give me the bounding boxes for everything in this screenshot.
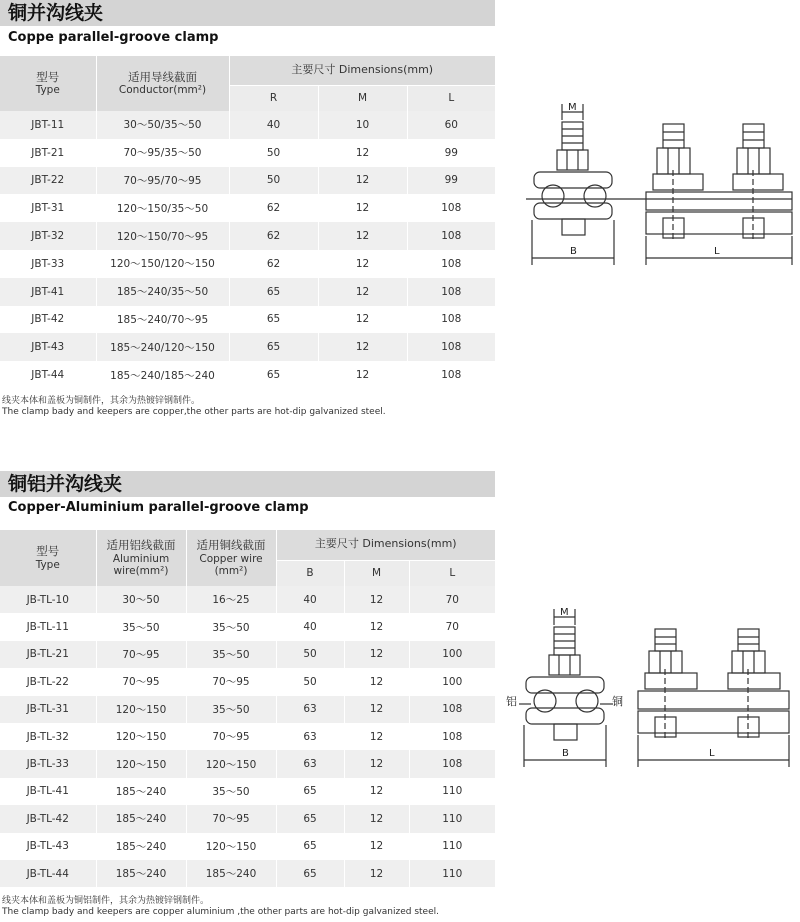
cell-m: 12	[344, 668, 409, 695]
diagram2-label-l: L	[709, 748, 715, 759]
cell-l: 70	[409, 613, 495, 640]
cell-al: 185～240	[96, 778, 186, 805]
header-aluminium: 适用铝线截面 Aluminium wire(mm²)	[96, 530, 186, 586]
cell-m: 12	[344, 641, 409, 668]
cell-m: 12	[344, 778, 409, 805]
table-row	[0, 111, 495, 139]
cell-b: 65	[276, 805, 344, 832]
cell-l: 108	[409, 750, 495, 777]
header-l: L	[407, 85, 495, 111]
cell-type: JB-TL-41	[0, 778, 96, 805]
table-row	[0, 641, 495, 668]
table-row	[0, 306, 495, 334]
section1-note	[2, 396, 386, 418]
cell-cu: 185～240	[186, 860, 276, 887]
diagram2-label-m: M	[560, 607, 569, 618]
cell-l: 60	[407, 111, 495, 139]
cell-m: 12	[344, 723, 409, 750]
cell-r: 65	[229, 278, 318, 306]
cell-cu: 120～150	[186, 833, 276, 860]
diagram1-label-l: L	[714, 246, 720, 257]
section1-note-en: The clamp bady and keepers are copper,the other parts are hot-dip galvanized steel.	[2, 407, 386, 417]
table-row	[0, 139, 495, 167]
table-row	[0, 668, 495, 695]
cell-b: 50	[276, 641, 344, 668]
cell-m: 12	[318, 139, 407, 167]
cell-m: 12	[318, 167, 407, 195]
table-row	[0, 278, 495, 306]
section2-subtitle: Copper-Aluminium parallel-groove clamp	[8, 500, 309, 515]
cell-r: 65	[229, 306, 318, 334]
cell-al: 70～95	[96, 641, 186, 668]
header-conductor: 适用导线截面 Conductor(mm²)	[96, 56, 229, 111]
cell-b: 65	[276, 833, 344, 860]
cell-type: JB-TL-22	[0, 668, 96, 695]
cell-type: JB-TL-10	[0, 586, 96, 613]
cell-b: 65	[276, 778, 344, 805]
cell-r: 50	[229, 139, 318, 167]
cell-type: JBT-43	[0, 333, 96, 361]
cell-b: 63	[276, 750, 344, 777]
cell-m: 12	[344, 613, 409, 640]
cell-m: 10	[318, 111, 407, 139]
cell-l: 70	[409, 586, 495, 613]
cell-type: JB-TL-43	[0, 833, 96, 860]
section1-clamp-diagram	[522, 100, 800, 270]
cell-conductor: 120～150/120～150	[96, 250, 229, 278]
cell-m: 12	[318, 278, 407, 306]
table-row	[0, 696, 495, 723]
cell-conductor: 70～95/35～50	[96, 139, 229, 167]
cell-m: 12	[318, 361, 407, 389]
table-row	[0, 723, 495, 750]
cell-m: 12	[344, 805, 409, 832]
section1-note-cn: 线夹本体和盖板为铜制件，其余为热镀锌钢制件。	[2, 396, 201, 406]
cell-type: JB-TL-21	[0, 641, 96, 668]
cell-m: 12	[318, 194, 407, 222]
cell-al: 120～150	[96, 723, 186, 750]
cell-m: 12	[344, 750, 409, 777]
cell-r: 62	[229, 222, 318, 250]
table-row	[0, 250, 495, 278]
section2-title-bar	[0, 471, 495, 497]
cell-type: JBT-33	[0, 250, 96, 278]
cell-b: 63	[276, 696, 344, 723]
cell-type: JBT-42	[0, 306, 96, 334]
table-row	[0, 860, 495, 887]
cell-al: 185～240	[96, 805, 186, 832]
cell-l: 99	[407, 139, 495, 167]
cell-r: 65	[229, 333, 318, 361]
cell-l: 108	[407, 278, 495, 306]
diagram2-label-al: 铝	[506, 695, 517, 708]
header-b: B	[276, 560, 344, 586]
header-copper: 适用铜线截面 Copper wire (mm²)	[186, 530, 276, 586]
cell-r: 62	[229, 250, 318, 278]
cell-al: 185～240	[96, 860, 186, 887]
cell-cu: 35～50	[186, 696, 276, 723]
cell-l: 108	[407, 333, 495, 361]
cell-l: 108	[407, 194, 495, 222]
section1-title-bar	[0, 0, 495, 26]
cell-cu: 70～95	[186, 668, 276, 695]
cell-type: JB-TL-31	[0, 696, 96, 723]
section2-note	[2, 896, 439, 918]
cell-type: JB-TL-11	[0, 613, 96, 640]
cell-r: 40	[229, 111, 318, 139]
cell-conductor: 185～240/35～50	[96, 278, 229, 306]
cell-type: JB-TL-32	[0, 723, 96, 750]
table-row	[0, 222, 495, 250]
cell-r: 62	[229, 194, 318, 222]
cell-l: 110	[409, 778, 495, 805]
header-dimensions: 主要尺寸 Dimensions(mm)	[276, 530, 495, 560]
header-type: 型号 Type	[0, 56, 96, 111]
table-row	[0, 167, 495, 195]
cell-r: 65	[229, 361, 318, 389]
cell-m: 12	[344, 696, 409, 723]
cell-b: 50	[276, 668, 344, 695]
cell-l: 108	[407, 222, 495, 250]
cell-type: JB-TL-44	[0, 860, 96, 887]
cell-l: 108	[407, 361, 495, 389]
cell-conductor: 185～240/185～240	[96, 361, 229, 389]
cell-m: 12	[318, 333, 407, 361]
table-row	[0, 194, 495, 222]
cell-conductor: 185～240/120～150	[96, 333, 229, 361]
table-row	[0, 586, 495, 613]
cell-type: JBT-31	[0, 194, 96, 222]
section1-table	[0, 56, 495, 389]
table-row	[0, 361, 495, 389]
diagram2-label-b: B	[562, 748, 569, 759]
diagram1-label-m: M	[568, 102, 577, 113]
table-row	[0, 333, 495, 361]
section1-title: 铜并沟线夹	[8, 2, 104, 24]
cell-cu: 35～50	[186, 641, 276, 668]
cell-m: 12	[318, 222, 407, 250]
cell-type: JBT-44	[0, 361, 96, 389]
cell-b: 63	[276, 723, 344, 750]
cell-type: JB-TL-33	[0, 750, 96, 777]
cell-type: JB-TL-42	[0, 805, 96, 832]
section2-table	[0, 530, 495, 887]
table-row	[0, 613, 495, 640]
cell-al: 35～50	[96, 613, 186, 640]
cell-cu: 120～150	[186, 750, 276, 777]
cell-cu: 70～95	[186, 723, 276, 750]
header-type: 型号 Type	[0, 530, 96, 586]
cell-al: 120～150	[96, 696, 186, 723]
cell-type: JBT-21	[0, 139, 96, 167]
cell-l: 110	[409, 833, 495, 860]
section2-note-cn: 线夹本体和盖板为铜铝制件，其余为热镀锌钢制件。	[2, 896, 210, 906]
cell-m: 12	[344, 833, 409, 860]
cell-l: 100	[409, 668, 495, 695]
table-row	[0, 805, 495, 832]
cell-conductor: 120～150/35～50	[96, 194, 229, 222]
cell-b: 40	[276, 613, 344, 640]
cell-cu: 70～95	[186, 805, 276, 832]
header-m: M	[318, 85, 407, 111]
section1-subtitle: Coppe parallel-groove clamp	[8, 30, 219, 45]
cell-l: 99	[407, 167, 495, 195]
cell-cu: 16～25	[186, 586, 276, 613]
cell-al: 185～240	[96, 833, 186, 860]
diagram2-label-cu: 铜	[612, 695, 623, 708]
table-row	[0, 750, 495, 777]
cell-m: 12	[318, 306, 407, 334]
cell-l: 108	[409, 696, 495, 723]
table-row	[0, 833, 495, 860]
cell-l: 110	[409, 860, 495, 887]
cell-al: 30～50	[96, 586, 186, 613]
cell-b: 65	[276, 860, 344, 887]
cell-type: JBT-41	[0, 278, 96, 306]
cell-cu: 35～50	[186, 613, 276, 640]
cell-type: JBT-22	[0, 167, 96, 195]
cell-b: 40	[276, 586, 344, 613]
cell-l: 110	[409, 805, 495, 832]
cell-type: JBT-32	[0, 222, 96, 250]
cell-conductor: 120～150/70～95	[96, 222, 229, 250]
cell-l: 108	[407, 250, 495, 278]
header-l: L	[409, 560, 495, 586]
section2-clamp-diagram	[505, 605, 795, 775]
cell-al: 120～150	[96, 750, 186, 777]
cell-m: 12	[344, 586, 409, 613]
cell-al: 70～95	[96, 668, 186, 695]
cell-conductor: 185～240/70～95	[96, 306, 229, 334]
cell-l: 108	[409, 723, 495, 750]
cell-conductor: 30～50/35～50	[96, 111, 229, 139]
cell-l: 108	[407, 306, 495, 334]
header-r: R	[229, 85, 318, 111]
cell-type: JBT-11	[0, 111, 96, 139]
cell-m: 12	[344, 860, 409, 887]
cell-l: 100	[409, 641, 495, 668]
section2-title: 铜铝并沟线夹	[8, 473, 123, 495]
diagram1-label-b: B	[570, 246, 577, 257]
section2-note-en: The clamp bady and keepers are copper aluminium ,the other parts are hot-dip galvanized steel.	[2, 907, 439, 917]
cell-conductor: 70～95/70～95	[96, 167, 229, 195]
table-row	[0, 778, 495, 805]
header-dimensions: 主要尺寸 Dimensions(mm)	[229, 56, 495, 85]
cell-cu: 35～50	[186, 778, 276, 805]
header-m: M	[344, 560, 409, 586]
cell-m: 12	[318, 250, 407, 278]
cell-r: 50	[229, 167, 318, 195]
